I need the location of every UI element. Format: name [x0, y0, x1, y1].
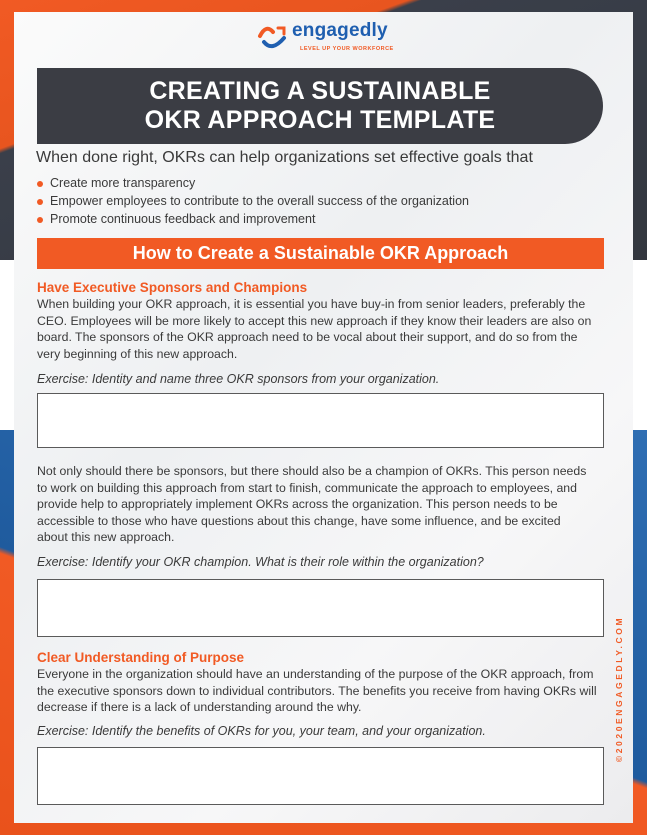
list-item: Empower employees to contribute to the overall success of the organization — [36, 193, 469, 211]
copyright-vertical — [613, 570, 627, 810]
title-banner — [37, 68, 603, 144]
exercise-prompt-sponsors: Exercise: Identity and name three OKR sponsors from your organization. — [37, 372, 440, 386]
answer-box-purpose[interactable] — [37, 747, 604, 805]
section-heading-purpose: Clear Understanding of Purpose — [37, 650, 245, 665]
section-body-purpose: Everyone in the organization should have an understanding of the purpose of the OKR approach, from the executive sponsors down to individual contributors. The benefits you receive from having OKRs will decrease if there is a lack of understanding around the why. — [37, 667, 597, 714]
exercise-prompt-champion: Exercise: Identify your OKR champion. What is their role within the organization? — [37, 555, 484, 569]
bullet-dot-icon — [37, 181, 43, 187]
title-line-2: OKR APPROACH TEMPLATE — [144, 106, 496, 134]
section-body-sponsors: When building your OKR approach, it is essential you have buy-in from senior leaders, preferably the CEO. Employees will be more likely to accept this new approach if they know their leaders are also on board. The sponsors of the OKR approach need to be vocal about their support, and do so from the very beginning of this new approach. — [37, 297, 592, 361]
section-heading-bar: How to Create a Sustainable OKR Approach — [37, 238, 604, 269]
section-body-champion: Not only should there be sponsors, but there should also be a champion of OKRs. This person needs to work on building this approach from start to finish, communicate the approach to employees, and provide help to appropriately implement OKRs across the organization. This person needs to be accessible to those who have questions about this change, have some influence, and be excited about this new approach. — [37, 464, 587, 544]
exercise-prompt-purpose: Exercise: Identify the benefits of OKRs for you, your team, and your organization. — [37, 724, 486, 738]
intro-text: When done right, OKRs can help organizations set effective goals that — [36, 149, 533, 166]
title-line-1: CREATING A SUSTAINABLE — [149, 77, 491, 105]
section-heading-sponsors: Have Executive Sponsors and Champions — [37, 280, 308, 295]
brand-tagline: LEVEL UP YOUR WORKFORCE — [300, 46, 394, 52]
benefits-list — [36, 175, 469, 229]
engagedly-logo-icon — [256, 22, 290, 52]
answer-box-champion[interactable] — [37, 579, 604, 637]
brand-logo — [256, 18, 406, 64]
list-item: Promote continuous feedback and improvement — [36, 211, 469, 229]
answer-box-sponsors[interactable] — [37, 393, 604, 448]
copyright-text: ©2020ENGAGEDLY.COM — [614, 615, 624, 763]
list-item: Create more transparency — [36, 175, 469, 193]
bullet-dot-icon — [37, 199, 43, 205]
bullet-dot-icon — [37, 217, 43, 223]
brand-name: engagedly — [292, 20, 388, 41]
